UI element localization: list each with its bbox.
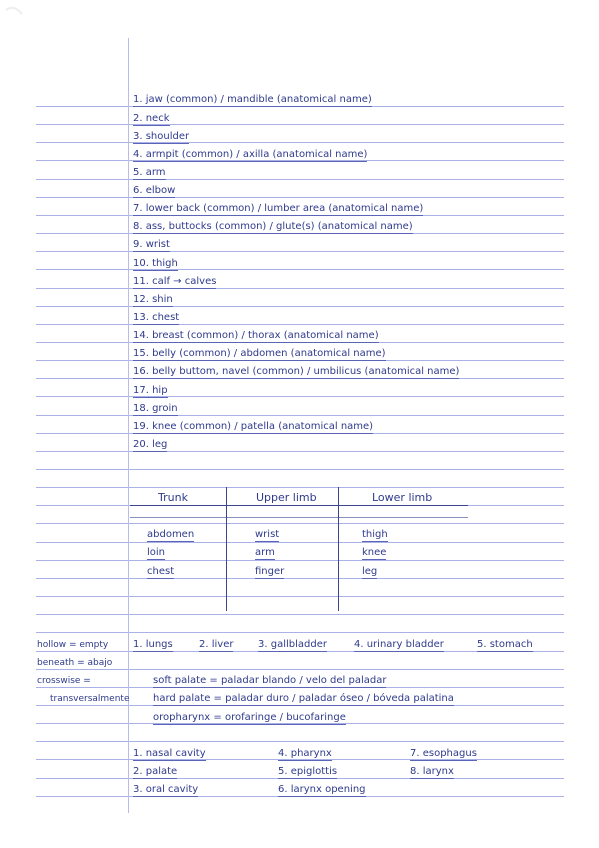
ruled-line — [36, 487, 564, 488]
list-item: 15. belly (common) / abdomen (anatomical name) — [133, 348, 386, 359]
list-item: 14. breast (common) / thorax (anatomical name) — [133, 330, 379, 341]
palate-note: oropharynx = orofaringe / bucofaringe — [153, 712, 346, 723]
ruled-line — [36, 288, 564, 289]
list-item: 4. armpit (common) / axilla (anatomical name) — [133, 149, 368, 160]
margin-note: crosswise = — [37, 676, 91, 686]
list-item: 2. neck — [133, 113, 170, 124]
throat-item: 7. esophagus — [410, 748, 477, 759]
ruled-line — [36, 523, 564, 524]
ruled-line — [36, 269, 564, 270]
table-cell: wrist — [255, 529, 280, 540]
table-cell: chest — [147, 566, 175, 577]
table-cell: abdomen — [147, 529, 195, 540]
table-header-lower-limb: Lower limb — [372, 491, 433, 504]
table-header-trunk: Trunk — [158, 491, 188, 504]
ruled-line — [36, 741, 564, 742]
ruled-line — [36, 124, 564, 125]
ruled-line — [36, 251, 564, 252]
list-item: 12. shin — [133, 294, 173, 305]
throat-item: 6. larynx opening — [278, 784, 366, 795]
table-header-rule — [130, 505, 468, 506]
list-item: 17. hip — [133, 385, 168, 396]
list-item: 8. ass, buttocks (common) / glute(s) (anatomical name) — [133, 221, 413, 232]
table-cell: finger — [255, 566, 285, 577]
page-curl-mark — [0, 0, 40, 30]
ruled-line — [36, 324, 564, 325]
list-item: 7. lower back (common) / lumber area (anatomical name) — [133, 203, 424, 214]
table-cell: loin — [147, 547, 166, 558]
ruled-line — [36, 632, 564, 633]
list-item: 9. wrist — [133, 239, 170, 250]
table-header-upper-limb: Upper limb — [256, 491, 317, 504]
throat-item: 2. palate — [133, 766, 178, 777]
ruled-line — [36, 197, 564, 198]
palate-note: hard palate = paladar duro / paladar óseo / bóveda palatina — [153, 693, 454, 704]
table-column-divider — [338, 487, 339, 611]
table-cell: arm — [255, 547, 275, 558]
ruled-line — [36, 396, 564, 397]
ruled-line — [36, 614, 564, 615]
organ-item: 1. lungs — [133, 639, 173, 650]
ruled-line — [36, 451, 564, 452]
list-item: 3. shoulder — [133, 131, 190, 142]
table-cell: thigh — [362, 529, 388, 540]
list-item: 1. jaw (common) / mandible (anatomical name) — [133, 94, 372, 105]
organ-item: 3. gallbladder — [258, 639, 327, 650]
ruled-line — [36, 560, 564, 561]
throat-item: 8. larynx — [410, 766, 454, 777]
table-header-rule-2 — [130, 517, 468, 518]
margin-note: beneath = abajo — [37, 658, 113, 668]
ruled-line — [36, 578, 564, 579]
table-cell: knee — [362, 547, 387, 558]
list-item: 13. chest — [133, 312, 180, 323]
table-column-divider — [226, 487, 227, 611]
list-item: 10. thigh — [133, 258, 178, 269]
list-item: 11. calf → calves — [133, 276, 217, 287]
margin-note: transversalmente — [50, 694, 130, 704]
organ-item: 4. urinary bladder — [354, 639, 444, 650]
ruled-line — [36, 179, 564, 180]
list-item: 5. arm — [133, 167, 166, 178]
list-item: 18. groin — [133, 403, 178, 414]
ruled-line — [36, 415, 564, 416]
ruled-line — [36, 669, 564, 670]
throat-item: 5. epiglottis — [278, 766, 338, 777]
list-item: 20. leg — [133, 439, 168, 450]
margin-note: hollow = empty — [37, 640, 109, 650]
organ-item: 2. liver — [199, 639, 234, 650]
list-item: 6. elbow — [133, 185, 176, 196]
throat-item: 3. oral cavity — [133, 784, 199, 795]
table-cell: leg — [362, 566, 378, 577]
ruled-line — [36, 469, 564, 470]
list-item: 19. knee (common) / patella (anatomical name) — [133, 421, 374, 432]
organ-item: 5. stomach — [477, 639, 533, 650]
throat-item: 1. nasal cavity — [133, 748, 206, 759]
list-item: 16. belly buttom, navel (common) / umbilicus (anatomical name) — [133, 366, 460, 377]
ruled-line — [36, 596, 564, 597]
ruled-line — [36, 306, 564, 307]
throat-item: 4. pharynx — [278, 748, 332, 759]
ruled-line — [36, 542, 564, 543]
ruled-line — [36, 142, 564, 143]
palate-note: soft palate = paladar blando / velo del paladar — [153, 675, 387, 686]
